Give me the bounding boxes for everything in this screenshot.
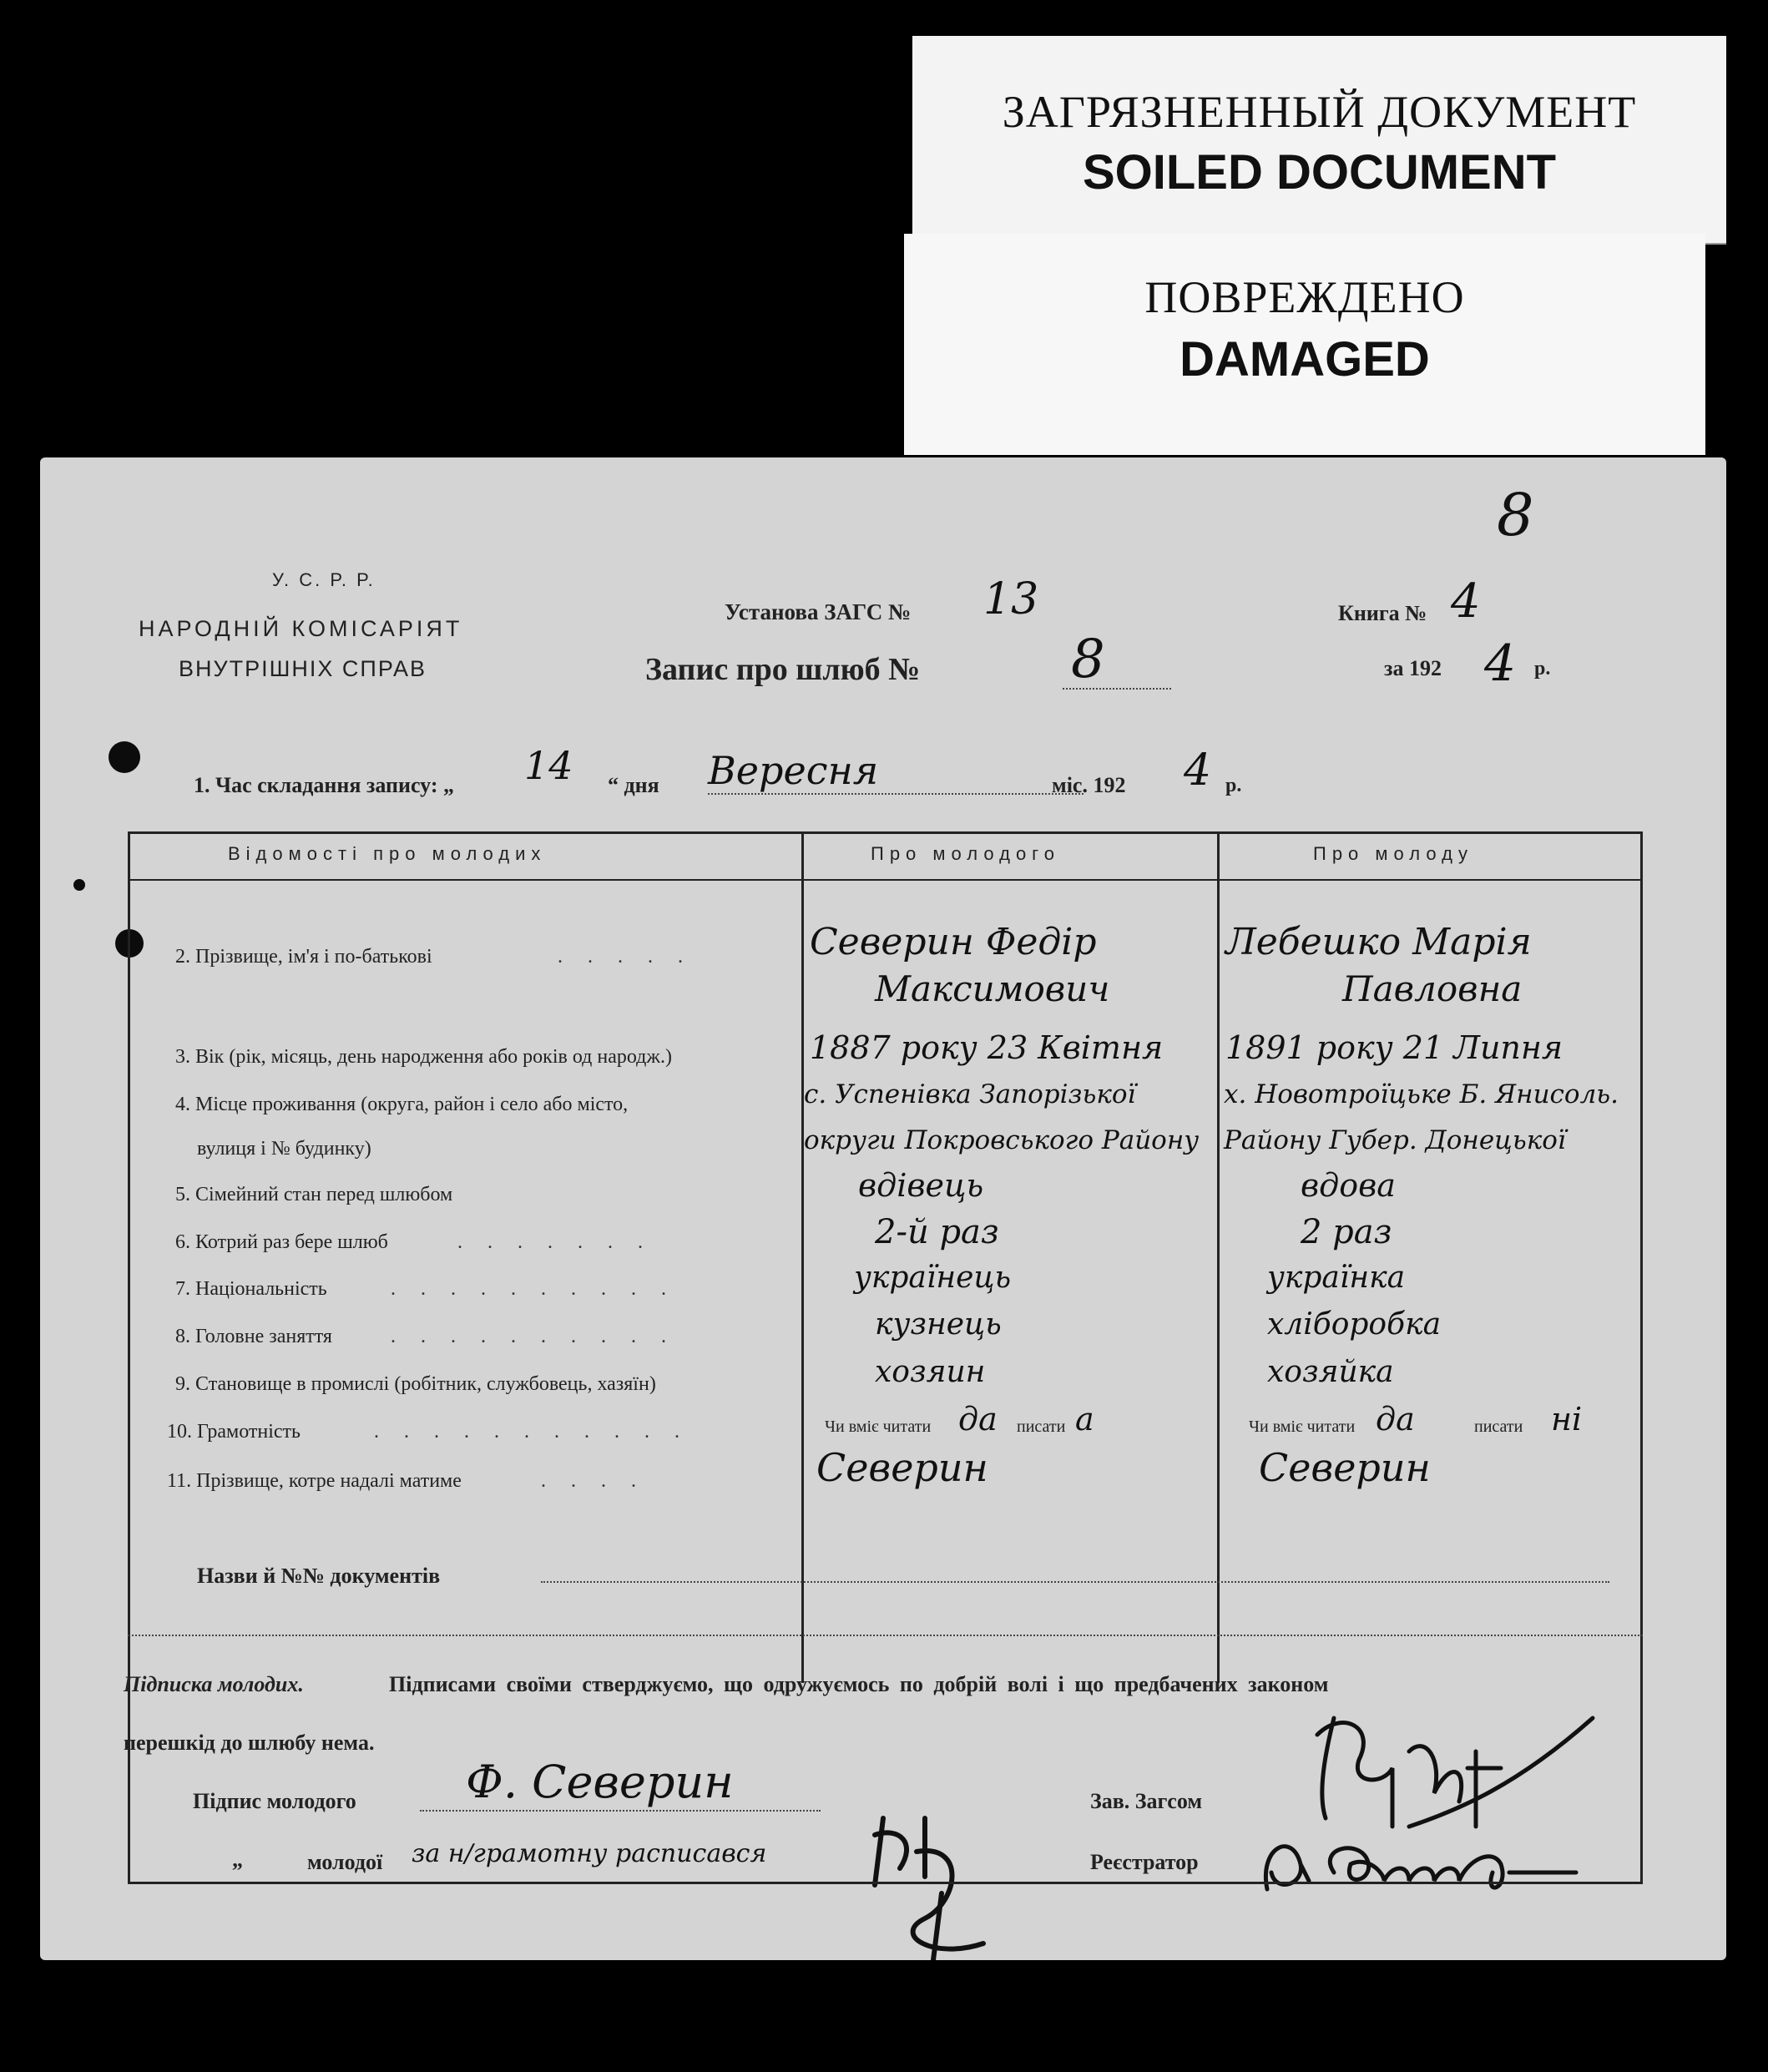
bride-future-surname: Северин (1259, 1445, 1431, 1490)
bride-can-read: да (1376, 1401, 1415, 1438)
record-number: 8 (1071, 629, 1105, 690)
punch-hole (73, 879, 85, 891)
bride-trade-status: хозяйка (1267, 1355, 1394, 1389)
registrar-label: Реєстратор (1090, 1850, 1199, 1874)
row-label-occupation: 8. Головне заняття (175, 1326, 332, 1347)
groom-residence: с. Успенівка Запорізької (804, 1079, 1136, 1109)
row-label-nationality: 7. Національність (175, 1278, 327, 1300)
date-year-digit: 4 (1184, 745, 1212, 796)
row-label-literacy: 10. Грамотність (167, 1421, 301, 1443)
documents-label: Назви й №№ документів (197, 1564, 441, 1588)
date-month-label: міс. 192 (1052, 773, 1126, 797)
groom-signature-label: Підпис молодого (193, 1789, 356, 1813)
form-bottom-border (128, 1882, 1643, 1884)
groom-signature-line (420, 1810, 821, 1812)
bride-birth: 1891 року 21 Липня (1225, 1029, 1563, 1066)
leader-dots: ....... (457, 1231, 668, 1253)
date-prefix: 1. Час складання запису: „ (194, 773, 454, 797)
year-digit: 4 (1484, 634, 1517, 693)
punch-hole (109, 741, 140, 773)
groom-trade-status: хозяин (875, 1355, 986, 1389)
groom-literacy-write-label: писати (1017, 1418, 1066, 1436)
bride-literacy-write-label: писати (1474, 1418, 1523, 1436)
row-label-residence-2: вулиця і № будинку) (197, 1138, 371, 1160)
groom-can-write: а (1075, 1401, 1094, 1438)
damaged-label-ru: ПОВРЕЖДЕНО (1144, 272, 1465, 322)
record-title: Запис про шлюб № (645, 652, 921, 687)
groom-birth: 1887 року 23 Квітня (810, 1029, 1164, 1066)
groom-name: Северин Федір (810, 921, 1097, 963)
leader-dots: .......... (391, 1326, 691, 1347)
groom-patronymic: Максимович (875, 968, 1110, 1009)
ministry-line1: НАРОДНІЙ КОМІСАРІЯТ (139, 616, 463, 641)
bride-signature-prefix: „ (232, 1847, 243, 1872)
soiled-label-ru: ЗАГРЯЗНЕННЫЙ ДОКУМЕНТ (1002, 87, 1637, 137)
row-label-residence: 4. Місце проживання (округа, район і село або місто, (175, 1094, 629, 1115)
table-left-border (128, 831, 130, 1883)
date-day-suffix: “ дня (608, 773, 659, 797)
groom-nationality: українець (854, 1261, 1012, 1295)
table-top-border (128, 831, 1643, 834)
bride-nationality: українка (1267, 1261, 1406, 1295)
leader-dots: .... (541, 1470, 661, 1492)
bride-residence-2: Району Губер. Донецької (1224, 1125, 1566, 1155)
record-number-line (1063, 688, 1171, 690)
office-number: 13 (983, 574, 1039, 624)
date-day: 14 (524, 743, 573, 788)
row-label-future-surname: 11. Прізвище, котре надалі матиме (167, 1470, 462, 1492)
row-label-name: 2. Прізвище, ім'я і по-батькові (175, 946, 432, 968)
bride-signature-note: за н/грамотну расписався (412, 1839, 767, 1868)
registrar-signature-mark (1242, 1814, 1593, 1906)
documents-line-2 (128, 1635, 1643, 1636)
header-groom: Про молодого (871, 843, 1060, 864)
date-month: Вересня (708, 748, 879, 793)
book-label: Книга № (1338, 601, 1427, 625)
leader-dots: .......... (391, 1278, 691, 1300)
bride-occupation: хліборобка (1267, 1307, 1442, 1342)
row-label-marital-status: 5. Сімейний стан перед шлюбом (175, 1184, 453, 1205)
table-column-divider (1217, 831, 1220, 1683)
date-year-suffix: р. (1225, 775, 1242, 796)
office-label: Установа ЗАГС № (725, 599, 912, 624)
leader-dots: ........... (374, 1421, 705, 1443)
bride-patronymic: Павловна (1342, 968, 1523, 1009)
header-info: Відомості про молодих (228, 843, 547, 864)
damaged-label (904, 234, 1705, 455)
declaration-text: Підписами своїми стверджуємо, що одружуємось по добрій волі і що предбачених законом (389, 1672, 1329, 1696)
declaration-text-2: перешкід до шлюбу нема. (124, 1731, 375, 1755)
soiled-document-label (912, 36, 1726, 245)
row-label-marriage-count: 6. Котрий раз бере шлюб (175, 1231, 388, 1253)
groom-marriage-count: 2-й раз (875, 1213, 999, 1251)
proxy-signature-mark (866, 1802, 1000, 1960)
groom-occupation: кузнець (875, 1307, 1002, 1342)
soiled-label-en: SOILED DOCUMENT (1082, 145, 1557, 200)
groom-signature: Ф. Северин (466, 1756, 734, 1808)
bride-marital-status: вдова (1301, 1167, 1396, 1204)
table-header-border (128, 879, 1643, 881)
groom-residence-2: округи Покровського Району (804, 1125, 1200, 1155)
head-label: Зав. Загсом (1090, 1789, 1203, 1813)
declaration-title: Підписка молодих. (124, 1672, 304, 1696)
damaged-label-en: DAMAGED (1180, 332, 1430, 387)
groom-can-read: да (958, 1401, 998, 1438)
book-number: 4 (1451, 574, 1481, 629)
marriage-record-form (40, 457, 1726, 1960)
bride-can-write: ні (1551, 1401, 1583, 1438)
state-name: У. С. Р. Р. (272, 569, 376, 590)
bride-name: Лебешко Марія (1225, 921, 1532, 963)
table-column-divider (801, 831, 804, 1683)
row-label-trade-status: 9. Становище в промислі (робітник, службовець, хазяїн) (175, 1373, 656, 1395)
groom-future-surname: Северин (816, 1445, 988, 1490)
year-suffix: р. (1534, 658, 1551, 680)
bride-literacy-read-label: Чи вміє читати (1249, 1418, 1356, 1436)
date-month-line (708, 793, 1084, 795)
row-label-age: 3. Вік (рік, місяць, день народження або років од народж.) (175, 1046, 672, 1068)
groom-literacy-read-label: Чи вміє читати (825, 1418, 932, 1436)
bride-marriage-count: 2 раз (1301, 1213, 1392, 1251)
table-right-border (1640, 831, 1643, 1883)
documents-line (541, 1581, 1609, 1583)
bride-residence: х. Новотроїцьке Б. Янисоль. (1224, 1079, 1619, 1109)
leader-dots: ..... (558, 946, 708, 968)
ministry-line2: ВНУТРІШНІХ СПРАВ (179, 656, 427, 681)
groom-marital-status: вдівець (858, 1167, 984, 1204)
year-label: за 192 (1384, 656, 1442, 680)
bride-signature-label: молодої (307, 1850, 383, 1874)
page-number: 8 (1497, 481, 1534, 549)
header-bride: Про молоду (1313, 843, 1473, 864)
